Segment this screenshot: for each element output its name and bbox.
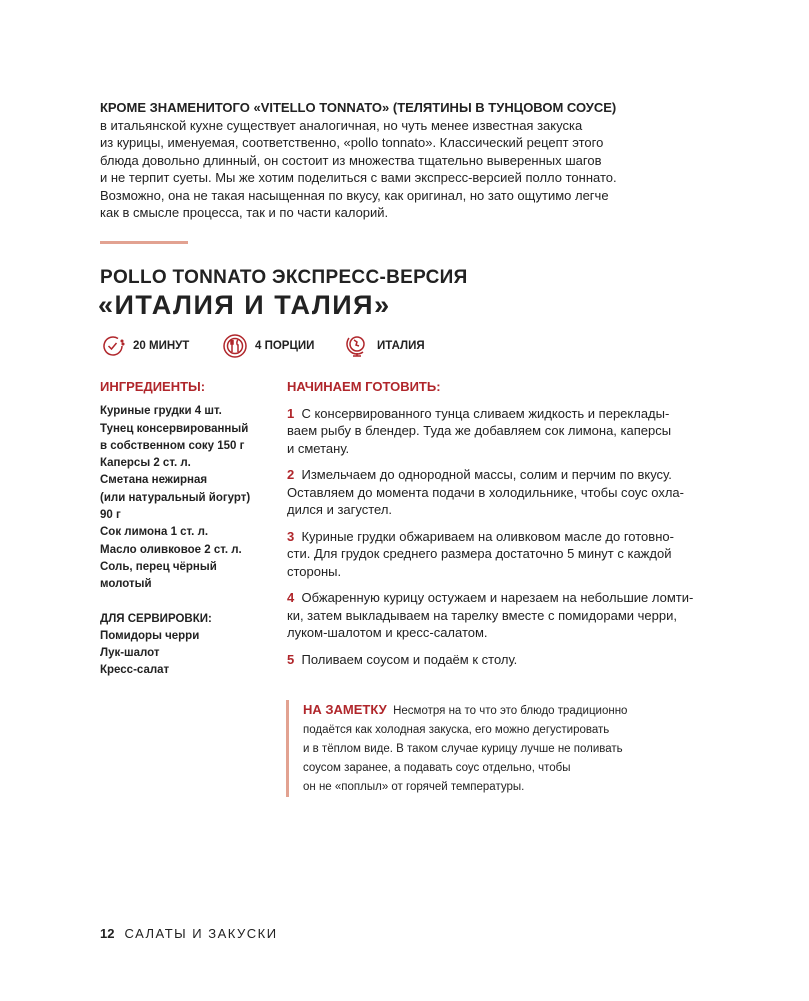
ingredients-list — [100, 378, 250, 680]
step-number: 5 — [287, 651, 295, 667]
note-text: и в тёплом виде. В таком случае курицу лучше не поливать — [303, 743, 623, 755]
step-text: Куриные грудки обжариваем на оливковом масле до готовно- — [301, 528, 674, 544]
note-text: соусом заранее, а подавать соус отдельно, чтобы — [303, 762, 571, 774]
step-text: Измельчаем до однородной массы, солим и перчим по вкусу. — [301, 467, 672, 482]
recipe-title: «ИТАЛИЯ И ТАЛИЯ» — [98, 290, 391, 320]
serving-item: Помидоры черри — [100, 629, 200, 642]
serving-item: Кресс-салат — [100, 664, 170, 677]
step — [287, 651, 693, 669]
ingredient: Каперсы 2 ст. л. — [100, 457, 191, 470]
step — [287, 466, 693, 519]
step-number: 3 — [287, 528, 295, 544]
step-text: ки, затем выкладываем на тарелку вместе с помидорами черри, — [287, 607, 677, 623]
meta-time — [100, 333, 189, 359]
ingredient: в собственном соку 150 г — [100, 439, 245, 452]
ingredient: 90 г — [100, 509, 121, 522]
ingredient: Масло оливковое 2 ст. л. — [100, 543, 242, 556]
meta-portions — [222, 333, 314, 359]
step — [287, 589, 693, 642]
time-label: 20 МИНУТ — [133, 340, 190, 352]
intro-line: блюда довольно длинный, он состоит из множества тщательно выверенных шагов — [100, 152, 602, 168]
step — [287, 405, 693, 458]
step-text: дился и загустел. — [287, 502, 393, 517]
note-text: он не «поплыл» от горячей температуры. — [303, 781, 525, 793]
divider — [100, 241, 188, 244]
portions-label: 4 ПОРЦИИ — [255, 340, 315, 352]
step-number: 4 — [287, 590, 295, 605]
steps-heading: НАЧИНАЕМ ГОТОВИТЬ: — [287, 379, 441, 394]
recipe-subtitle: POLLO TONNATO ЭКСПРЕСС-ВЕРСИЯ — [100, 267, 468, 288]
serving-item: Лук-шалот — [100, 647, 160, 660]
step-text: ваем рыбу в блендер. Туда же добавляем сок лимона, каперсы — [287, 423, 672, 438]
intro-lead: КРОМЕ ЗНАМЕНИТОГО «VITELLO TONNATO» (ТЕЛЯТИНЫ В ТУНЦОВОМ СОУСЕ) — [100, 100, 617, 115]
ingredient: молотый — [100, 578, 152, 591]
serving-heading: ДЛЯ СЕРВИРОВКИ: — [100, 612, 212, 625]
note-heading: НА ЗАМЕТКУ — [303, 702, 387, 717]
step-text: Обжаренную курицу остужаем и нарезаем на небольшие ломти- — [301, 590, 694, 605]
plate-cutlery-icon — [222, 333, 248, 359]
step-text: и сметану. — [287, 440, 350, 456]
note-box — [286, 700, 627, 797]
ingredient: Соль, перец чёрный — [100, 560, 217, 573]
steps-list — [287, 378, 693, 668]
ingredient: Сметана нежирная — [100, 474, 208, 487]
intro-paragraph — [100, 99, 617, 222]
step-text: С консервированного тунца сливаем жидкость и переклады- — [301, 405, 670, 421]
ingredient: Сок лимона 1 ст. л. — [100, 526, 209, 539]
intro-line: из курицы, именуемая, соответственно, «pollo tonnato». Классический рецепт этого — [100, 135, 604, 150]
note-text: Несмотря на то что это блюдо традиционно — [393, 705, 628, 717]
step-text: Поливаем соусом и подаём к столу. — [301, 651, 518, 667]
step-text: стороны. — [287, 563, 342, 579]
section-name: САЛАТЫ И ЗАКУСКИ — [124, 926, 278, 941]
intro-line: Возможно, она не такая насыщенная по вкусу, как оригинал, но зато ощутимо легче — [100, 187, 609, 203]
ingredients-heading: ИНГРЕДИЕНТЫ: — [100, 379, 206, 394]
step-number: 1 — [287, 405, 295, 421]
step-number: 2 — [287, 467, 295, 482]
clock-check-icon — [100, 333, 126, 359]
page-footer — [100, 926, 278, 941]
ingredient: (или натуральный йогурт) — [100, 491, 251, 504]
globe-icon — [344, 333, 370, 359]
step-text: Оставляем до момента подачи в холодильнике, чтобы соус охла- — [287, 484, 684, 500]
note-text: подаётся как холодная закуска, его можно дегустировать — [303, 724, 610, 736]
country-label: ИТАЛИЯ — [377, 340, 425, 352]
intro-line: в итальянской кухне существует аналогичная, но чуть менее известная закуска — [100, 117, 583, 133]
ingredient: Куриные грудки 4 шт. — [100, 405, 222, 418]
meta-country — [344, 333, 425, 359]
ingredient: Тунец консервированный — [100, 422, 249, 435]
page-number: 12 — [100, 926, 115, 941]
step — [287, 528, 693, 581]
intro-line: и не терпит суеты. Мы же хотим поделиться с вами экспресс-версией полло тоннато. — [100, 170, 617, 185]
step-text: сти. Для грудок среднего размера достаточно 5 минут с каждой — [287, 546, 672, 561]
step-text: луком-шалотом и кресс-салатом. — [287, 625, 488, 640]
intro-line: как в смысле процесса, так и по части калорий. — [100, 205, 389, 220]
